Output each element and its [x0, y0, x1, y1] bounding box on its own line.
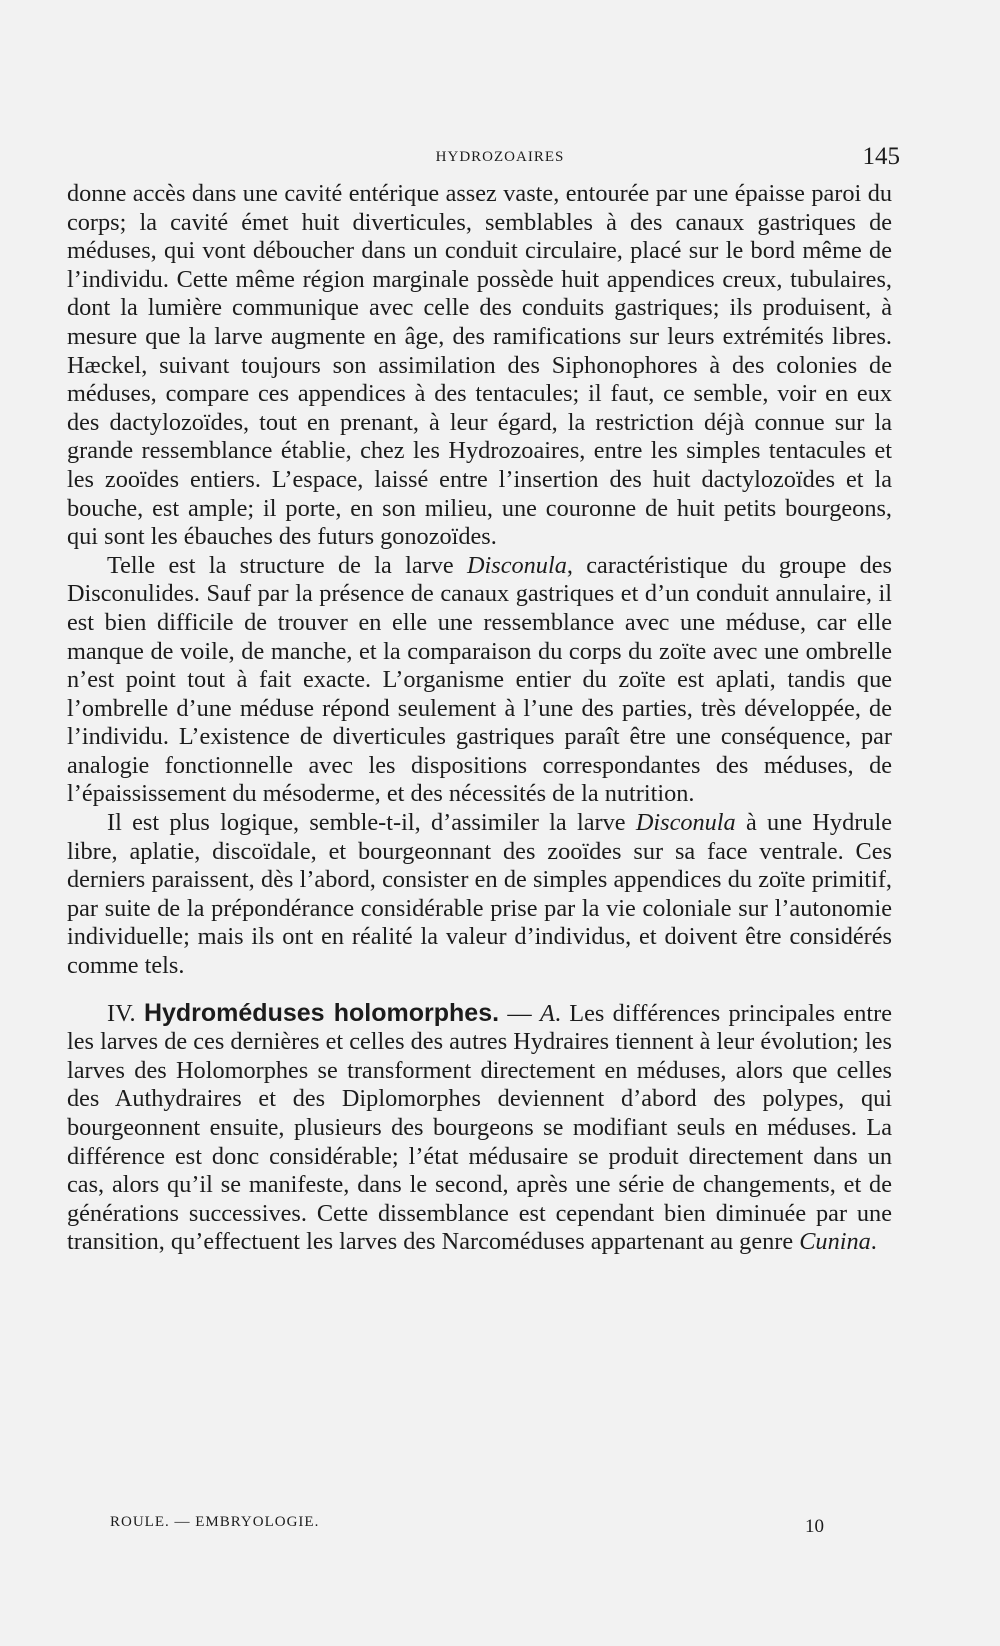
footer-sheet-number: 10 [805, 1516, 824, 1537]
paragraph-3-text-b: à une Hydrule libre, aplatie, discoïdale, et bourgeonnant des zooïdes sur sa face ventrale. Ces derniers paraissent, dès l’abord, consister en de simples appendices du zoïte primitif, par suite de la prépondérance considérable prise par la vie coloniale sur l’autonomie individuelle; mais ils ont en réalité la valeur d’individus, et doivent être considérés comme tels. [67, 809, 892, 980]
paragraph-2-text-a: Telle est la structure de la larve [107, 551, 467, 579]
page-number: 145 [862, 143, 900, 170]
subsection-letter: A [540, 999, 555, 1027]
paragraph-3 [67, 809, 892, 981]
page-footer [0, 1506, 1000, 1546]
section-heading: Hydroméduses holomorphes. [143, 998, 500, 1027]
paragraph-3-text-a: Il est plus logique, semble-t-il, d’assimiler la larve [107, 809, 636, 837]
paragraph-3-italic: Disconula [635, 809, 736, 837]
paragraph-1: donne accès dans une cavité entérique assez vaste, entourée par une épaisse paroi du corps; la cavité émet huit diverticules, semblables à des canaux gastriques de méduses, qui vont déboucher dans un conduit circulaire, placé sur le bord même de l’individu. Cette même région marginale possède huit appendices creux, tubulaires, dont la lumière communique avec celle des conduits gastriques; ils produisent, à mesure que la larve augmente en âge, des ramifications sur leurs extrémités libres. Hæckel, suivant toujours son assimilation des Siphonophores à des colonies de méduses, compare ces appendices à des tentacules; il faut, ce semble, voir en eux des dactylozoïdes, tout en prenant, à leur égard, la restriction déjà connue sur la grande ressemblance établie, chez les Hydrozoaires, entre les simples tentacules et les zooïdes entiers. L’espace, laissé entre l’insertion des huit dactylozoïdes et la bouche, est ample; il porte, en son milieu, une couronne de huit petits bourgeons, qui sont les ébauches des futurs gonozoïdes. [67, 180, 892, 551]
paragraph-2-text-b: , caractéristique du groupe des Disconulides. Sauf par la présence de canaux gastriques et d’un conduit annulaire, il est bien difficile de trouver en elle une ressemblance avec une méduse, car elle manque de voile, de manche, et la comparaison du corps du zoïte avec une ombrelle n’est point tout à fait exacte. L’organisme entier du zoïte est aplati, tandis que l’ombrelle d’une méduse répond seulement à l’une des parties, très développée, de l’individu. L’existence de diverticules gastriques paraît être une conséquence, par analogie fonctionnelle avec les dispositions correspondantes des méduses, de l’épaississement du mésoderme, et des nécessités de la nutrition. [67, 551, 892, 808]
paragraph-4-italic: Cunina [799, 1228, 871, 1256]
footer-signature: ROULE. — EMBRYOLOGIE. [110, 1514, 320, 1530]
section-dash: — [499, 999, 541, 1027]
paragraph-4-text: . Les différences principales entre les larves de ces dernières et celles des autres Hydraires tiennent à leur évolution; les larves des Holomorphes se transforment directement en méduses, alors que celles des Authydraires et des Diplomorphes deviennent d’abord des polypes, qui bourgeonnent ensuite, plusieurs des bourgeons se modifiant seuls en méduses. La différence est donc considérable; l’état médusaire se produit directement dans un cas, alors qu’il se manifeste, dans le second, après une série de changements, et de générations successives. Cette dissemblance est cependant bien diminuée par une transition, qu’effectuent les larves des Narcoméduses appartenant au genre [67, 999, 892, 1256]
page-header [0, 143, 1000, 173]
paragraph-4 [67, 999, 892, 1257]
section-numeral: IV. [107, 999, 136, 1027]
running-head: HYDROZOAIRES [435, 149, 565, 165]
body-text [67, 180, 892, 1257]
paragraph-2 [67, 552, 892, 809]
paragraph-4-end: . [870, 1228, 877, 1256]
paragraph-2-italic: Disconula [466, 551, 567, 579]
